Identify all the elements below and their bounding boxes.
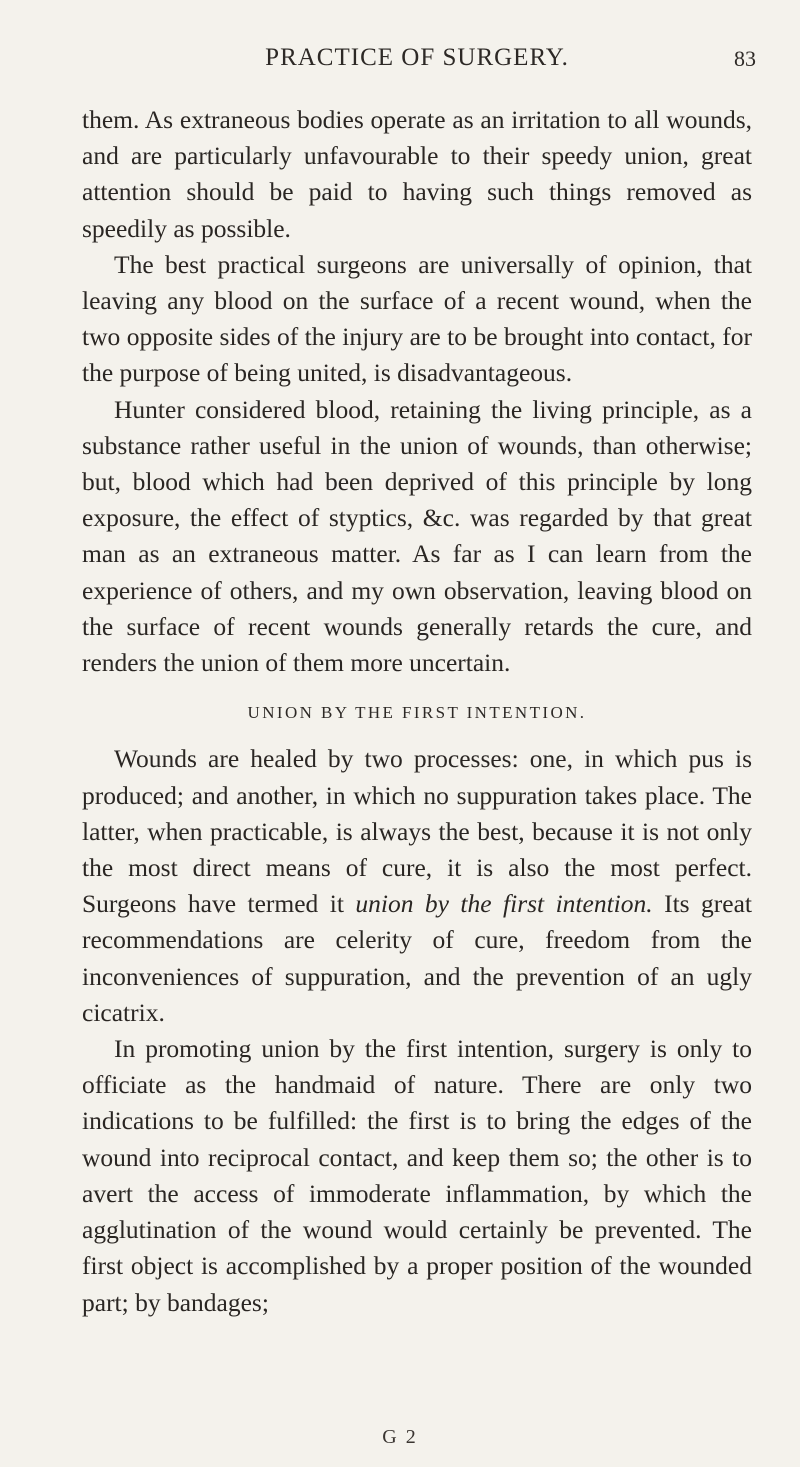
running-head <box>82 44 756 102</box>
paragraph-two-processes <box>82 741 752 1031</box>
italic-term: union by the first intention. <box>355 889 653 919</box>
paragraph-continuation: them. As extraneous bodies operate as an irritation to all wounds, and are particularly unfavourable to their speedy union, great attention should be paid to having such things removed as speedily as possible. <box>82 105 752 243</box>
paragraph-text: Its great recommendations are celerity of cure, freedom from the inconveniences of suppuration, and the prevention of an ugly cicatrix. <box>82 889 752 1027</box>
running-title: PRACTICE OF SURGERY. <box>265 44 569 71</box>
section-heading: UNION BY THE FIRST INTENTION. <box>247 703 587 723</box>
paragraph-hunter: Hunter considered blood, retaining the living principle, as a substance rather useful in the union of wounds, than otherwise; but, blood which had been deprived of this principle by long exposure, the effect of styptics, &c. was regarded by that great man as an extraneous matter. As far as I can learn from the experience of others, and my own observation, leaving blood on the surface of recent wounds generally retards the cure, and renders the union of them more uncertain. <box>82 394 752 678</box>
paragraph-blood-opinion: The best practical surgeons are universally of opinion, that leaving any blood on the surface of a recent wound, when the two opposite sides of the injury are to be brought into contact, for the purpose of being united, is disadvantageous. <box>82 249 752 388</box>
signature-mark: G 2 <box>382 1426 418 1448</box>
body-text <box>82 102 752 1321</box>
paragraph-promoting-union: In promoting union by the first intention, surgery is only to officiate as the handmaid of nature. There are only two indications to be fulfilled: the first is to bring the edges of the wound into reciprocal contact, and keep them so; the other is to avert the access of immoderate inflammation, by which the agglutination of the wound would certainly be prevented. The first object is accomplished by a proper position of the wounded part; by bandages; <box>82 1034 752 1317</box>
page-number: 83 <box>734 46 756 71</box>
paragraph-text: Wounds are healed by two processes: one, in which pus is produced; and another, in which no suppuration takes place. The latter, when practicable, is always the best, because it is not only the most direct means of cure, it is also the most perfect. Surgeons have termed it <box>82 744 752 919</box>
